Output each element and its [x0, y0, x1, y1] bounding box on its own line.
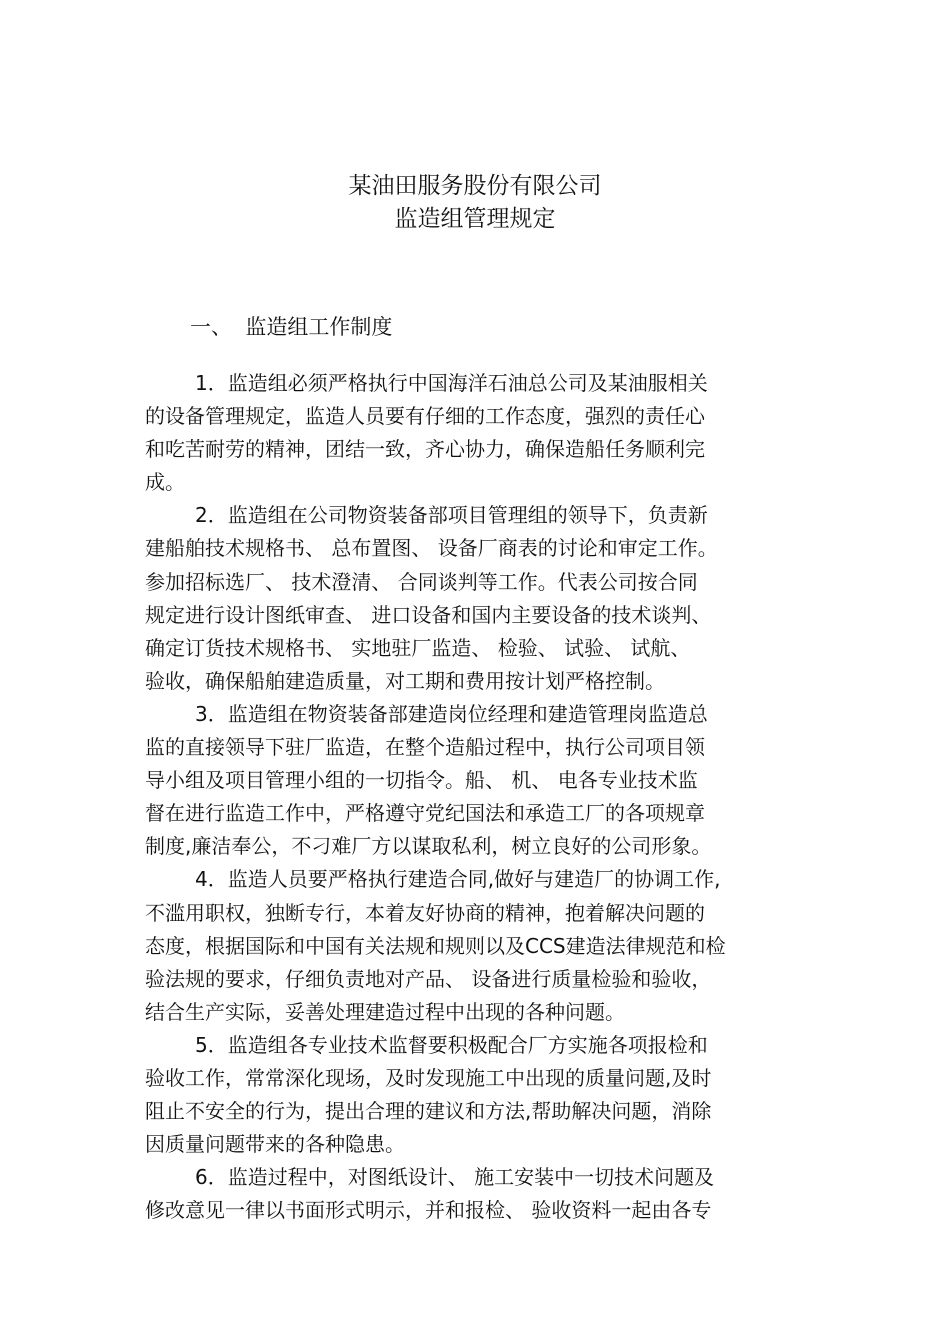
body-text-line: 态度，根据国际和中国有关法规和规则以及CCS建造法律规范和检	[145, 933, 726, 958]
body-text-line: 建船舶技术规格书、 总布置图、 设备厂商表的讨论和审定工作。	[145, 536, 718, 561]
body-text-line: 和吃苦耐劳的精神，团结一致，齐心协力，确保造船任务顺利完	[145, 437, 705, 462]
body-text-line: 确定订货技术规格书、 实地驻厂监造、 检验、 试验、 试航、	[145, 635, 691, 660]
body-text-line: 制度,廉洁奉公，不刁难厂方以谋取私利，树立良好的公司形象。	[145, 834, 712, 859]
body-text-line: 结合生产实际，妥善处理建造过程中出现的各种问题。	[145, 999, 625, 1024]
body-text-line: 导小组及项目管理小组的一切指令。船、 机、 电各专业技术监	[145, 768, 698, 793]
body-text-line: 4．监造人员要严格执行建造合同,做好与建造厂的协调工作,	[195, 867, 721, 892]
section-heading: 一、 监造组工作制度	[190, 315, 393, 339]
document-body	[145, 367, 825, 1227]
body-text-line: 阻止不安全的行为，提出合理的建议和方法,帮助解决问题，消除	[145, 1099, 712, 1124]
body-text-line: 验法规的要求，仔细负责地对产品、 设备进行质量检验和验收，	[145, 966, 712, 991]
body-text-line: 规定进行设计图纸审查、 进口设备和国内主要设备的技术谈判、	[145, 602, 712, 627]
body-text-line: 验收，确保船舶建造质量，对工期和费用按计划严格控制。	[145, 668, 665, 693]
document-title	[0, 170, 950, 236]
body-text-line: 1．监造组必须严格执行中国海洋石油总公司及某油服相关	[195, 371, 708, 395]
body-text-line: 的设备管理规定，监造人员要有仔细的工作态度，强烈的责任心	[145, 404, 705, 429]
body-text-line: 2．监造组在公司物资装备部项目管理组的领导下，负责新	[195, 503, 708, 528]
body-text-line: 监的直接领导下驻厂监造，在整个造船过程中，执行公司项目领	[145, 735, 705, 760]
title-line-regulation: 监造组管理规定	[394, 206, 556, 232]
body-text-line: 5．监造组各专业技术监督要积极配合厂方实施各项报检和	[195, 1032, 708, 1057]
title-line-company: 某油田服务股份有限公司	[348, 173, 602, 199]
body-text-line: 6．监造过程中，对图纸设计、 施工安装中一切技术问题及	[195, 1165, 715, 1190]
body-text-line: 3．监造组在物资装备部建造岗位经理和建造管理岗监造总	[195, 701, 708, 726]
body-text-line: 参加招标选厂、 技术澄清、 合同谈判等工作。代表公司按合同	[145, 569, 698, 594]
body-text-line: 督在进行监造工作中，严格遵守党纪国法和承造工厂的各项规章	[145, 801, 705, 826]
body-text-line: 因质量问题带来的各种隐患。	[145, 1132, 405, 1157]
body-text-line: 成。	[145, 470, 185, 495]
body-text-line: 验收工作，常常深化现场，及时发现施工中出现的质量问题,及时	[145, 1065, 712, 1090]
body-text-line: 不滥用职权，独断专行，本着友好协商的精神，抱着解决问题的	[145, 900, 705, 925]
body-text-line: 修改意见一律以书面形式明示，并和报检、 验收资料一起由各专	[145, 1198, 712, 1223]
